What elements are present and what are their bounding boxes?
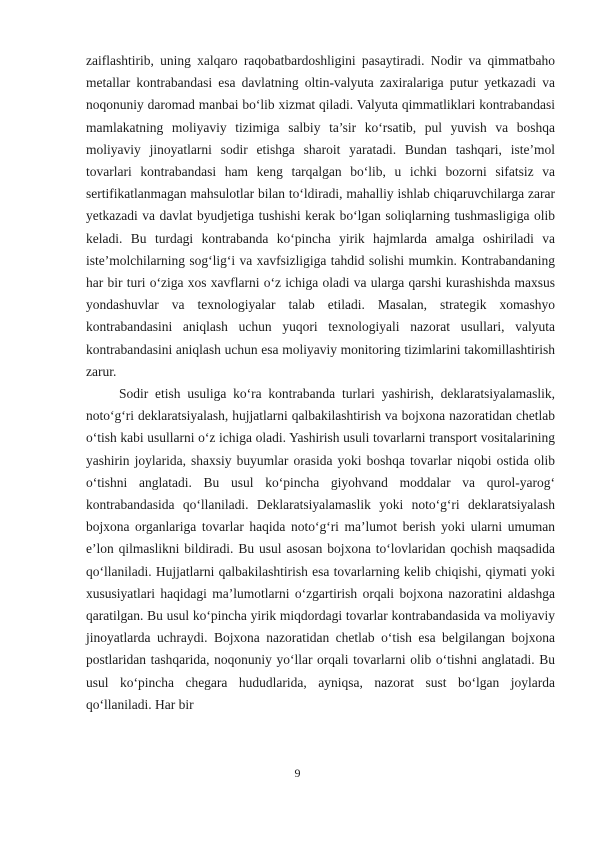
page-number: 9 [294, 766, 301, 780]
paragraph-1: zaiflashtirib, uning xalqaro raqobatbardoshligini pasaytiradi. Nodir va qimmatbaho metallar kontrabandasi esa davlatning oltin-valyuta zaxiralariga putur yetkazadi va noqonuniy daromad manbai bo‘lib xizmat qiladi. Valyuta qimmatliklari kontrabandasi mamlakatning moliyaviy tizimiga salbiy ta’sir ko‘rsatib, pul yuvish va boshqa moliyaviy jinoyatlarni sodir etishga sharoit yaratadi. Bundan tashqari, iste’mol tovarlari kontrabandasi ham keng tarqalgan bo‘lib, u ichki bozorni sifatsiz va sertifikatlanmagan mahsulotlar bilan to‘ldiradi, mahalliy ishlab chiqaruvchilarga zarar yetkazadi va davlat byudjetiga tushishi kerak bo‘lgan soliqlarning tushmasligiga olib keladi. Bu turdagi kontrabanda ko‘pincha yirik hajmlarda amalga oshiriladi va iste’molchilarning sog‘lig‘i va xavfsizligiga tahdid solishi mumkin. Kontrabandaning har bir turi o‘ziga xos xavflarni o‘z ichiga oladi va ularga qarshi kurashishda maxsus yondashuvlar va texnologiyalar talab etiladi. Masalan, strategik xomashyo kontrabandasini aniqlash uchun yuqori texnologiyali nazorat usullari, valyuta kontrabandasini aniqlash uchun esa moliyaviy monitoring tizimlarini takomillashtirish zarur. [86, 53, 555, 379]
paragraph-2: Sodir etish usuliga ko‘ra kontrabanda turlari yashirish, deklaratsiyalamaslik, noto‘g‘ri deklaratsiyalash, hujjatlarni qalbakilashtirish va bojxona nazoratidan chetlab o‘tish kabi usullarni o‘z ichiga oladi. Yashirish usuli tovarlarni transport vositalarining yashirin joylarida, shaxsiy buyumlar orasida yoki boshqa tovarlar niqobi ostida olib o‘tishni anglatadi. Bu usul ko‘pincha giyohvand moddalar va qurol-yarog‘ kontrabandasida qo‘llaniladi. Deklaratsiyalamaslik yoki noto‘g‘ri deklaratsiyalash bojxona organlariga tovarlar haqida noto‘g‘ri ma’lumot berish yoki ularni umuman e’lon qilmaslikni bildiradi. Bu usul asosan bojxona to‘lovlaridan qochish maqsadida qo‘llaniladi. Hujjatlarni qalbakilashtirish esa tovarlarning kelib chiqishi, qiymati yoki xususiyatlari haqidagi ma’lumotlarni o‘zgartirish orqali bojxona nazoratini aldashga qaratilgan. Bu usul ko‘pincha yirik miqdordagi tovarlar kontrabandasida va moliyaviy jinoyatlarda uchraydi. Bojxona nazoratidan chetlab o‘tish esa belgilangan bojxona postlaridan tashqarida, noqonuniy yo‘llar orqali tovarlarni olib o‘tishni anglatadi. Bu usul ko‘pincha chegara hududlarida, ayniqsa, nazorat sust bo‘lgan joylarda qo‘llaniladi. Har bir [86, 386, 555, 712]
page-body [86, 50, 555, 716]
